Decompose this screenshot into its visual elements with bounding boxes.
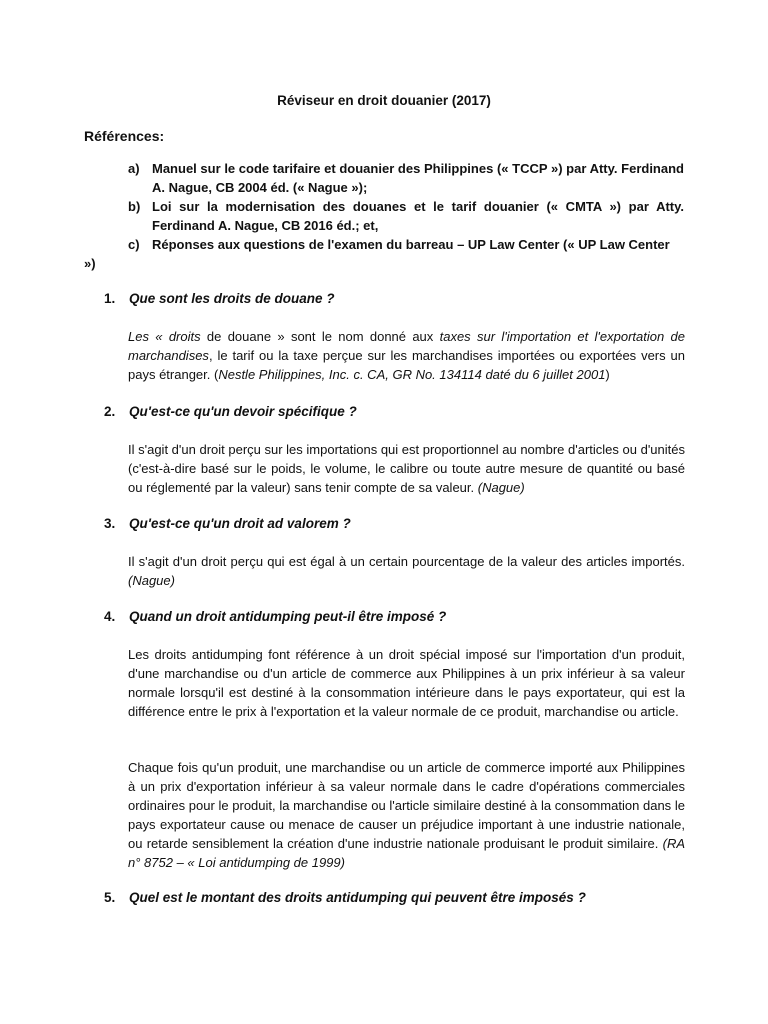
question-number: 1. [104, 291, 116, 306]
answer-text: Il s'agit d'un droit perçu sur les importations qui est proportionnel au nombre d'articles ou d'unités (c'est-à-dire basé sur le poids, le volume, le calibre ou toute autre mesure de quantité ou basé ou réglementé par la valeur) sans tenir compte de sa valeur. [128, 442, 685, 495]
answer-paragraph [128, 440, 685, 497]
answer-text: Les « droits [128, 329, 201, 344]
question-heading [104, 404, 684, 419]
references-heading: Références: [84, 128, 165, 144]
answer-text: Chaque fois qu'un produit, une marchandise ou un article de commerce importé aux Philippines à un prix d'exportation inférieur à sa valeur normale dans le cadre d'opérations commerciales ordinaires pour le produit, la marchandise ou l'article similaire destiné à la consommation dans le pays exportateur cause ou menace de causer un préjudice important à une industrie nationale, ou retarde sensiblement la création d'une industrie nationale produisant le produit similaire. [128, 760, 685, 851]
question-text: Que sont les droits de douane ? [129, 291, 335, 306]
question-text: Quand un droit antidumping peut-il être imposé ? [129, 609, 447, 624]
reference-text: Loi sur la modernisation des douanes et le tarif douanier (« CMTA ») par Atty. Ferdinand A. Nague, CB 2016 éd.; et, [152, 199, 684, 233]
document-title: Réviseur en droit douanier (2017) [277, 93, 491, 108]
reference-text: Manuel sur le code tarifaire et douanier des Philippines (« TCCP ») par Atty. Ferdinand A. Nague, CB 2004 éd. (« Nague »); [152, 161, 684, 195]
question-heading [104, 516, 684, 531]
citation: (Nague) [477, 480, 525, 495]
answer-text: , le tarif ou la taxe perçue sur les marchandises importées ou exportées vers un pays étranger. ( [128, 348, 685, 382]
answer-text: ) [605, 367, 610, 382]
question-number: 2. [104, 404, 116, 419]
question-number: 3. [104, 516, 116, 531]
reference-item [128, 159, 684, 197]
answer-text: taxes sur l'importation et l'exportation de marchandises [128, 329, 685, 363]
question-text: Qu'est-ce qu'un droit ad valorem ? [129, 516, 351, 531]
question-number: 4. [104, 609, 116, 624]
question-heading [104, 890, 684, 905]
answer-paragraph: Les droits antidumping font référence à un droit spécial imposé sur l'importation d'un produit, d'une marchandise ou d'un article de commerce aux Philippines à un prix inférieur à sa valeur normale lorsqu'il est destiné à la consommation intérieure dans le pays exportateur, qui est la différence entre le prix à l'exportation et la valeur normale de ce produit, marchandise ou article. [128, 647, 685, 719]
answer-text: Il s'agit d'un droit perçu qui est égal à un certain pourcentage de la valeur des articles importés. [128, 554, 685, 569]
references-list [84, 159, 684, 273]
question-heading [104, 609, 684, 624]
reference-label: b) [128, 199, 141, 214]
question-text: Qu'est-ce qu'un devoir spécifique ? [129, 404, 357, 419]
reference-item [128, 235, 684, 254]
answer-paragraph [128, 758, 685, 872]
citation: (Nague) [128, 573, 175, 588]
reference-label: c) [128, 237, 140, 252]
citation: (RA n° 8752 – « Loi antidumping de 1999) [128, 836, 685, 870]
question-text: Quel est le montant des droits antidumping qui peuvent être imposés ? [129, 890, 586, 905]
reference-label: a) [128, 161, 140, 176]
reference-tail: ») [84, 256, 96, 271]
reference-item [128, 197, 684, 235]
answer-paragraph [128, 327, 685, 384]
citation: Nestle Philippines, Inc. c. CA, GR No. 134114 daté du 6 juillet 2001 [218, 367, 606, 382]
question-number: 5. [104, 890, 116, 905]
answer-text: de douane » sont le nom donné aux [200, 329, 440, 344]
answer-paragraph [128, 552, 685, 590]
reference-text: Réponses aux questions de l'examen du barreau – UP Law Center (« UP Law Center [152, 237, 670, 252]
question-heading [104, 291, 684, 306]
